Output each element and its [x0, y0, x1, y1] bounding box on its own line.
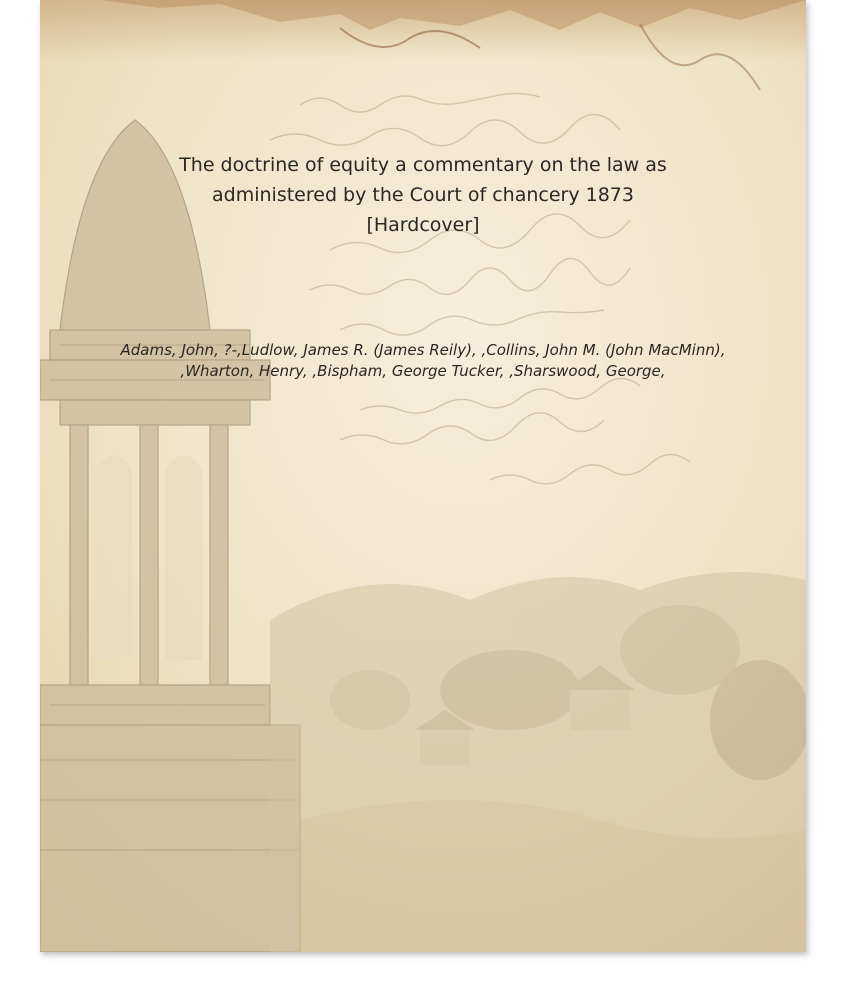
book-title-text: The doctrine of equity a commentary on the law as administered by the Court of chancery 1873 [179, 154, 667, 206]
cover-background-illustration [40, 0, 806, 952]
book-authors: Adams, John, ?-,Ludlow, James R. (James Reily), ,Collins, John M. (John MacMinn), ,Wharton, Henry, ,Bispham, George Tucker, ,Sharswood, George, [120, 341, 726, 380]
book-format: [Hardcover] [366, 214, 480, 236]
book-title [120, 150, 726, 240]
book-cover [40, 0, 806, 952]
